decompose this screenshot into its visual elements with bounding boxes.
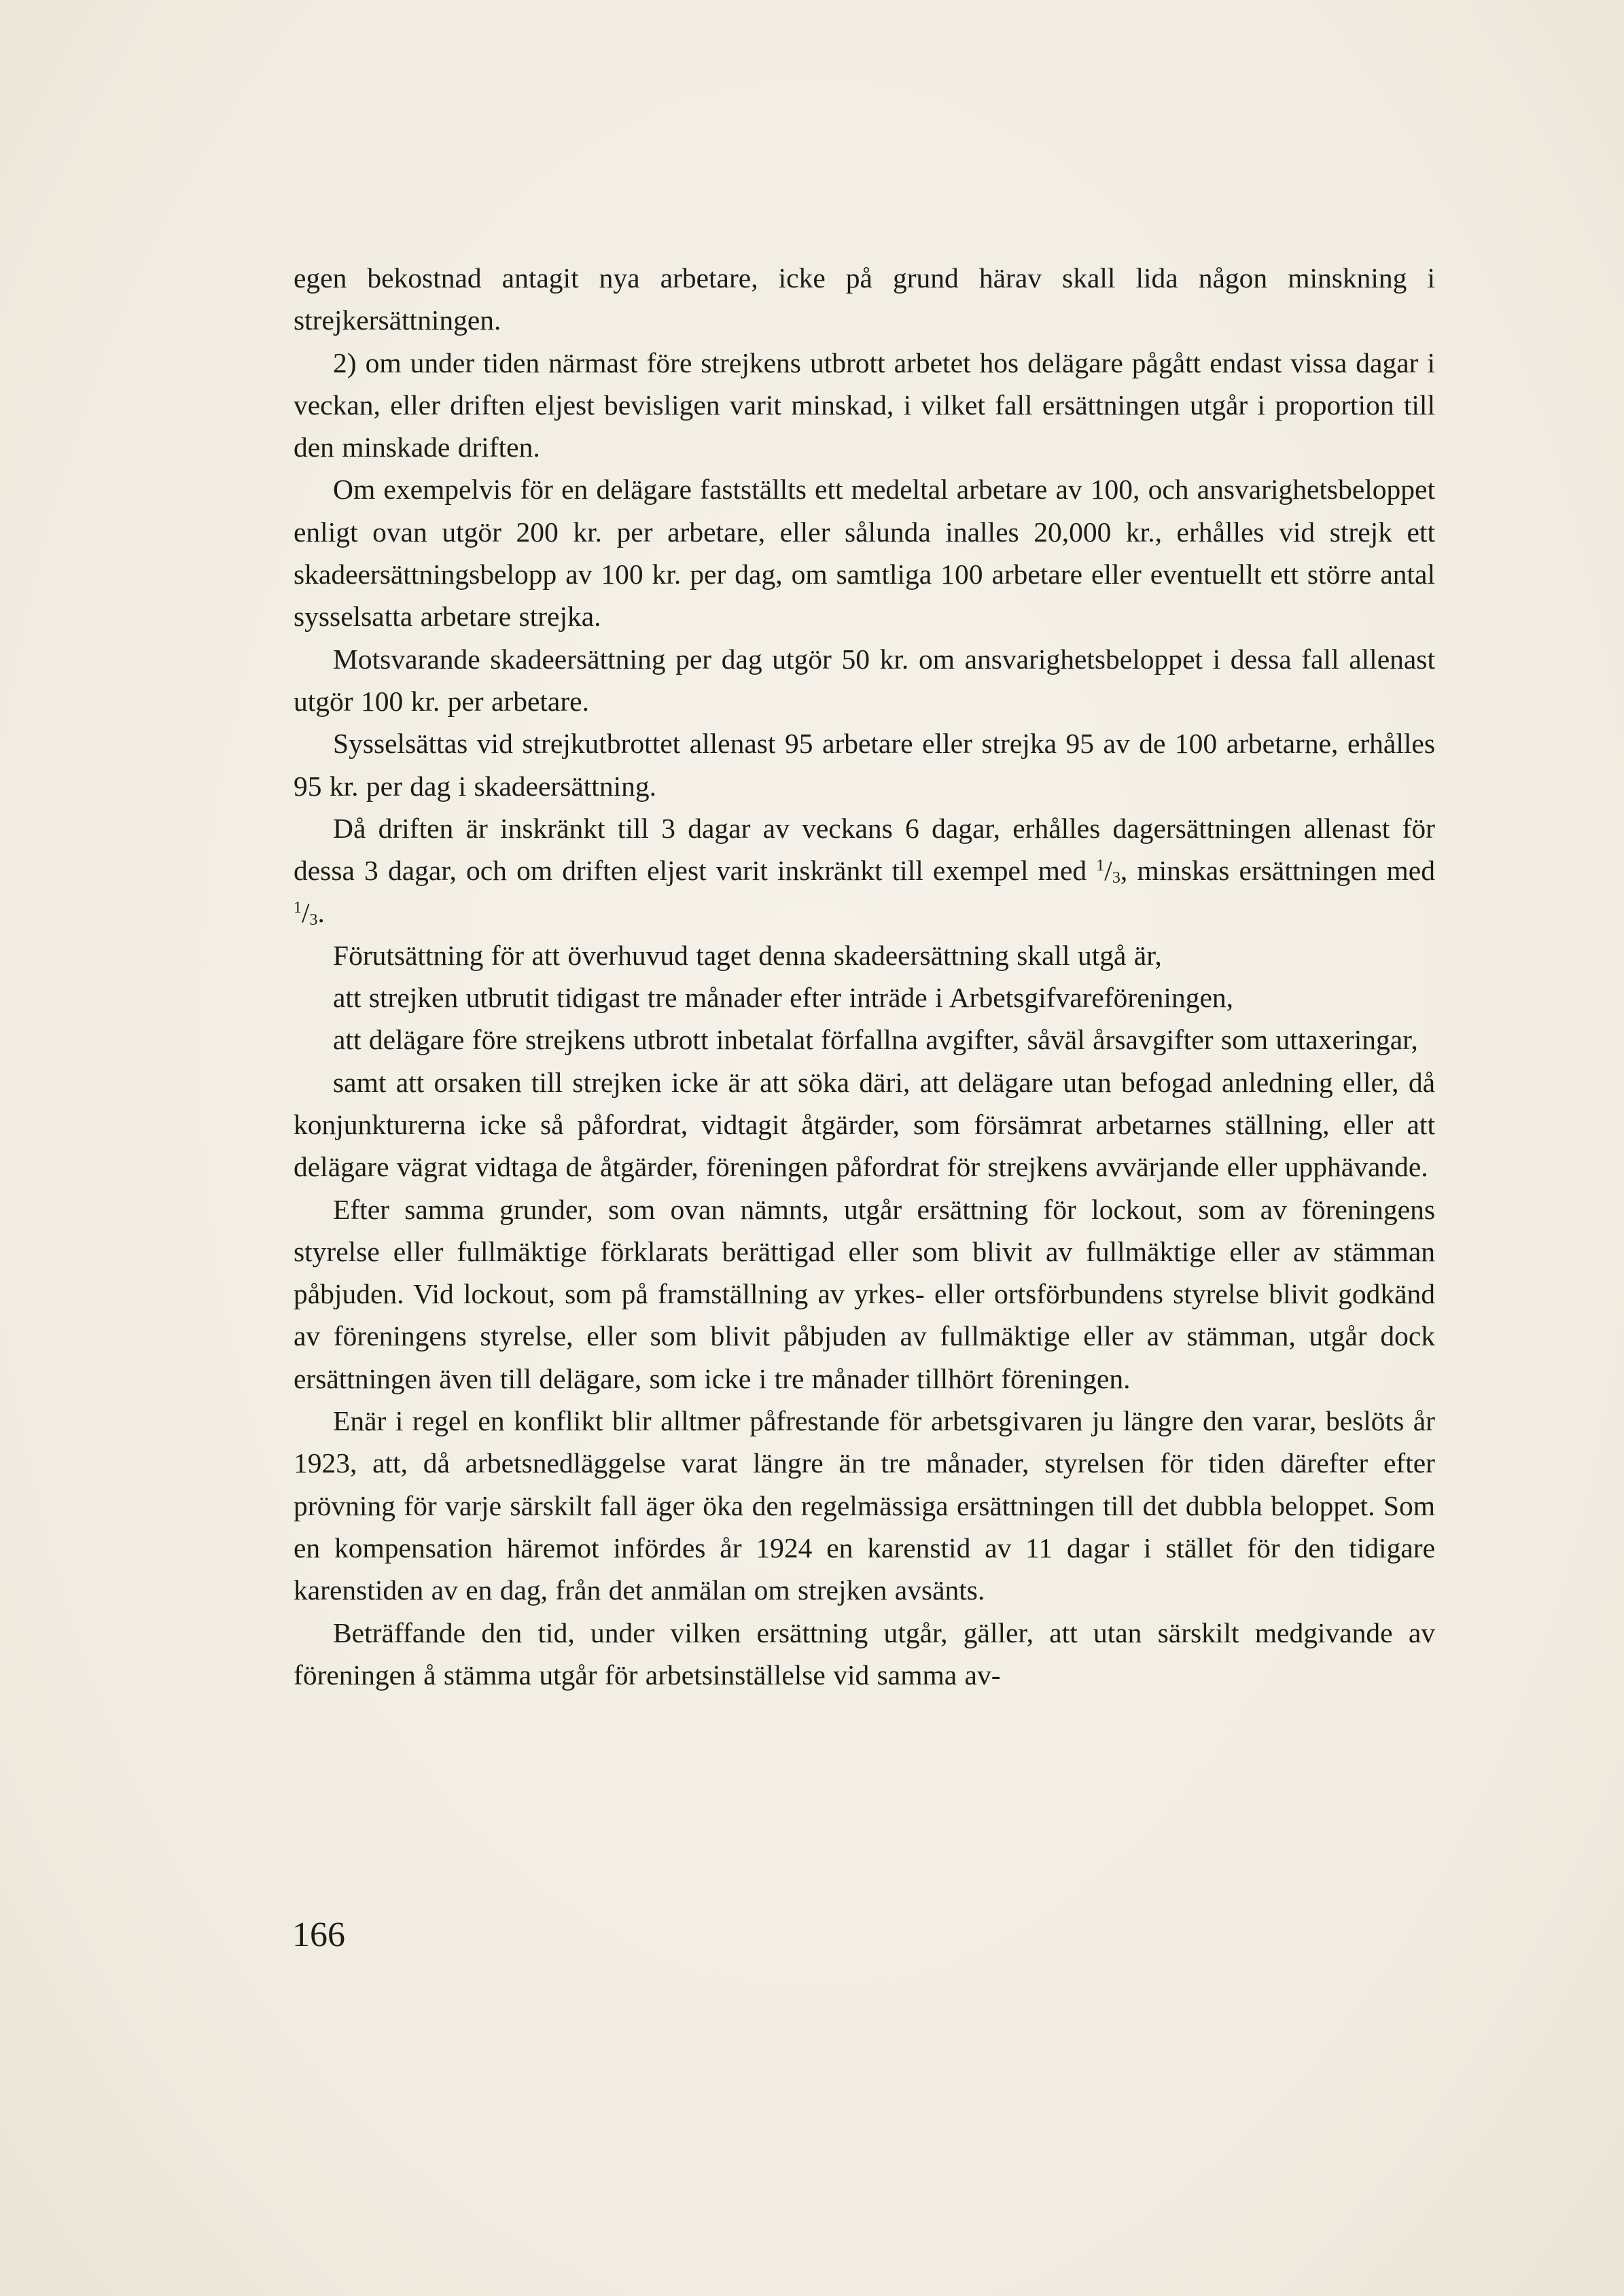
clause-paragraph: att delägare före strejkens utbrott inbetalat förfallna avgifter, såväl årsavgifter som uttaxeringar,: [333, 1024, 1418, 1056]
paragraph: Förutsättning för att överhuvud taget denna skadeersättning skall utgå är,: [333, 939, 1162, 971]
fraction-numerator: 1: [294, 899, 302, 917]
fraction-denominator: 3: [309, 911, 318, 930]
body-text: [294, 257, 1435, 1696]
paragraph: Efter samma grunder, som ovan nämnts, utgår ersättning för lockout, som av föreningens styrelse eller fullmäktige förklarats berättigad eller som blivit av fullmäktige eller av stämman påbjuden. Vid lockout, som på framställning av yrkes- eller ortsförbundens styrelse blivit godkänd av föreningens styrelse, eller som blivit påbjuden av fullmäktige eller av stämman, utgår dock ersättningen även till delägare, som icke i tre månader tillhört föreningen.: [294, 1193, 1435, 1394]
paragraph-text: Då driften är inskränkt till 3 dagar av veckans 6 dagar, erhålles dagersättningen allenast för dessa 3 dagar, och om driften eljest varit inskränkt till exempel med: [294, 812, 1435, 887]
clause-paragraph: samt att orsaken till strejken icke är att söka däri, att delägare utan befogad anledning eller, då konjunkturerna icke så påfordrat, vidtagit åtgärder, som försämrat arbetarnes ställning, eller att delägare vägrat vidtaga de åtgärder, föreningen påfordrat för strejkens avvärjande eller upphävande.: [294, 1066, 1435, 1183]
fraction-denominator: 3: [1112, 869, 1120, 887]
paragraph-text: .: [317, 897, 325, 929]
paragraph: Sysselsättas vid strejkutbrottet allenast 95 arbetare eller strejka 95 av de 100 arbetarne, erhålles 95 kr. per dag i skadeersättning.: [294, 728, 1435, 802]
clause-paragraph: att strejken utbrutit tidigast tre månader efter inträde i Arbetsgifvareföreningen,: [333, 982, 1233, 1014]
paragraph: 2) om under tiden närmast före strejkens utbrott arbetet hos delägare pågått endast vissa dagar i veckan, eller driften eljest bevisligen varit minskad, i vilket fall ersättningen utgår i proportion till den minskade driften.: [294, 347, 1435, 463]
fraction: $^1/_3$: [1096, 855, 1120, 887]
fraction-numerator: 1: [1096, 857, 1105, 875]
paragraph: Motsvarande skadeersättning per dag utgör 50 kr. om ansvarighetsbeloppet i dessa fall allenast utgör 100 kr. per arbetare.: [294, 643, 1435, 717]
page-number: 166: [292, 1915, 345, 1954]
paragraph-text: , minskas ersättningen med: [1120, 855, 1435, 887]
fraction: $^1/_3$: [294, 897, 318, 930]
paragraph: egen bekostnad antagit nya arbetare, icke på grund härav skall lida någon minskning i strejkersättningen.: [294, 262, 1435, 336]
paragraph: Beträffande den tid, under vilken ersättning utgår, gäller, att utan särskilt medgivande av föreningen å stämma utgår för arbetsinställelse vid samma av-: [294, 1617, 1435, 1691]
paragraph: [294, 807, 1435, 934]
paragraph: Om exempelvis för en delägare fastställts ett medeltal arbetare av 100, och ansvarighetsbeloppet enligt ovan utgör 200 kr. per arbetare, eller sålunda inalles 20,000 kr., erhålles vid strejk ett skadeersättningsbelopp av 100 kr. per dag, om samtliga 100 arbetare eller eventuellt ett större antal sysselsatta arbetare strejka.: [294, 474, 1435, 633]
paragraph: Enär i regel en konflikt blir alltmer påfrestande för arbetsgivaren ju längre den varar, beslöts år 1923, att, då arbetsnedläggelse varat längre än tre månader, styrelsen för tiden därefter efter prövning för varje särskilt fall äger öka den regelmässiga ersättningen till det dubbla beloppet. Som en kompensation häremot infördes år 1924 en karenstid av 11 dagar i stället för den tidigare karenstiden av en dag, från det anmälan om strejken avsänts.: [294, 1405, 1435, 1606]
